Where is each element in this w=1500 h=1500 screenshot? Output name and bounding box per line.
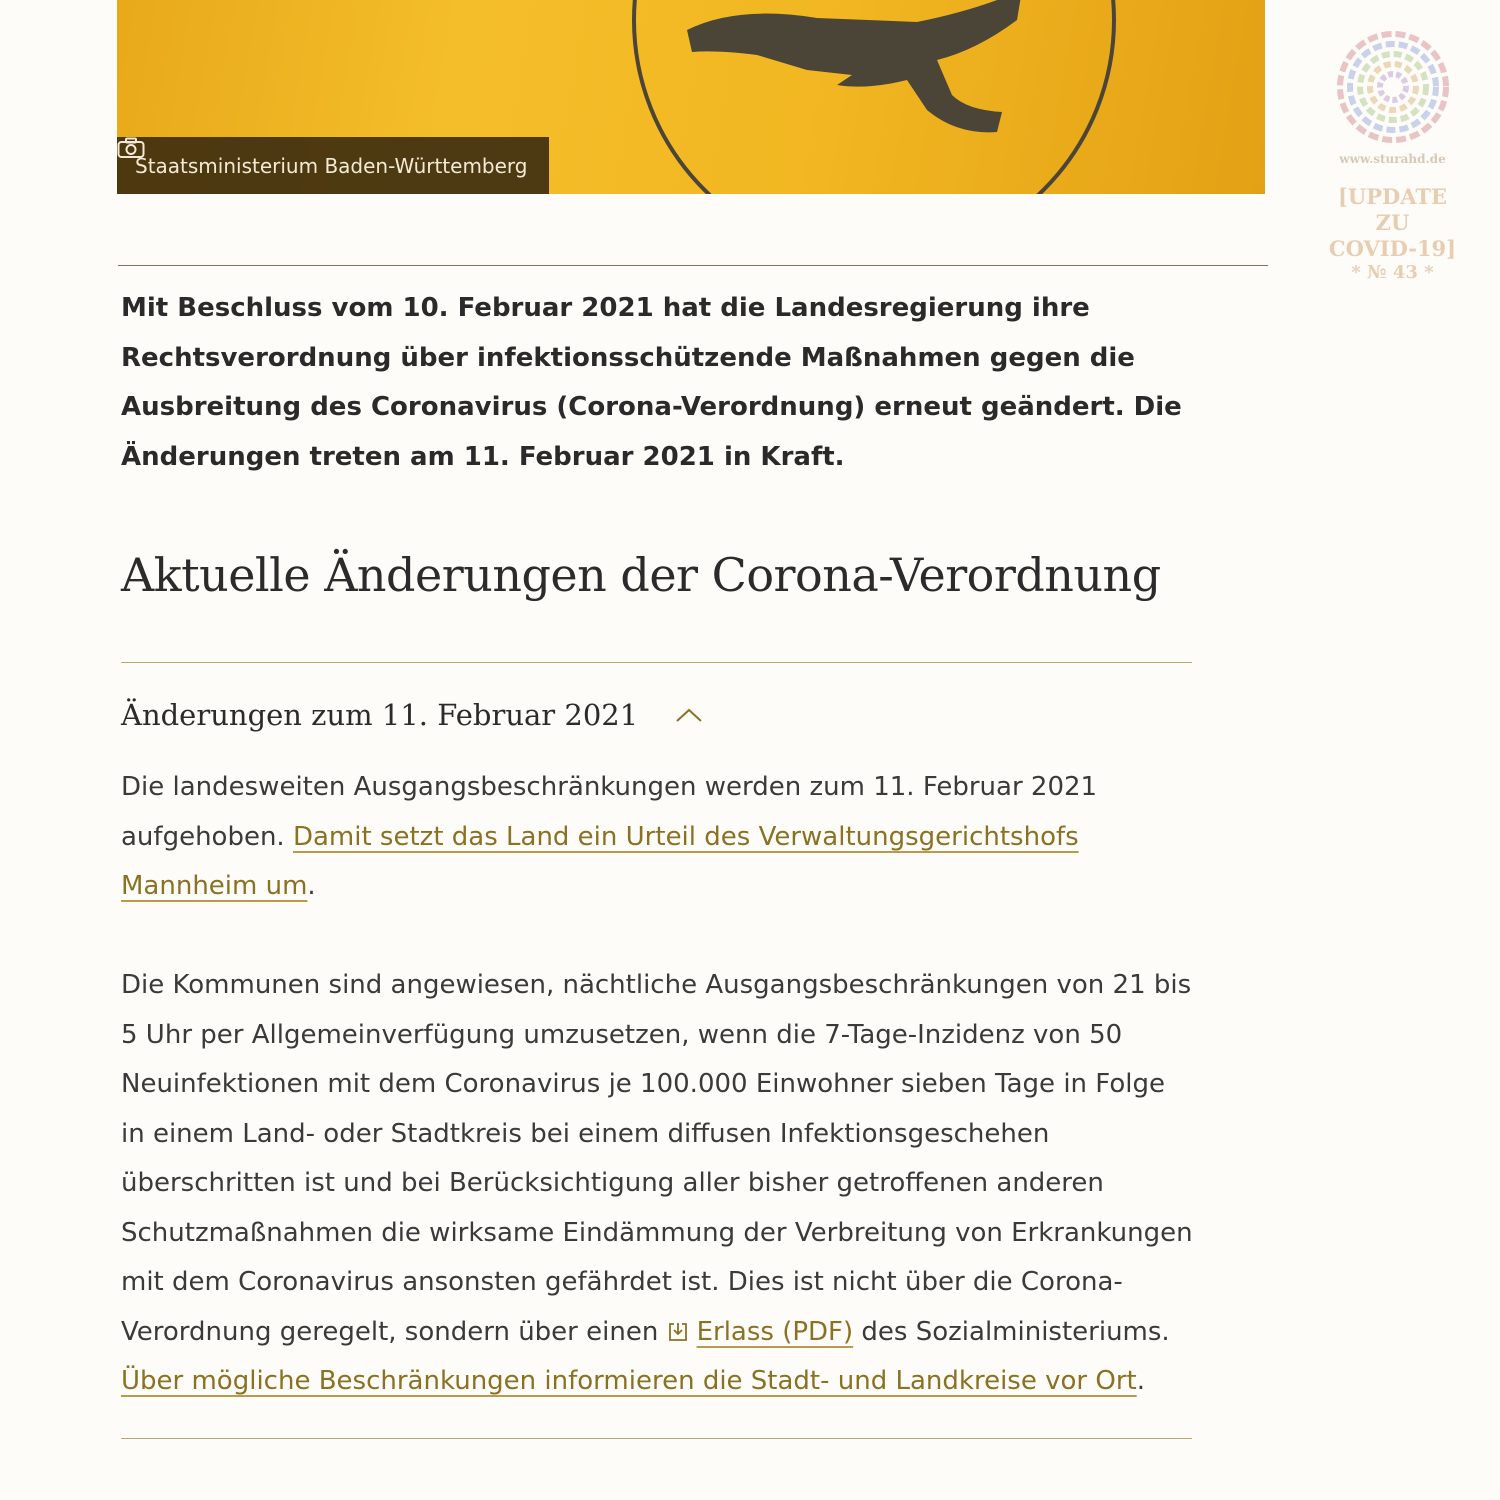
paragraph-2-text: Die Kommunen sind angewiesen, nächtliche Ausgangsbeschränkungen von 21 bis 5 Uhr per Allgemeinverfügung umzusetzen, wenn die 7-Tage-Inzidenz von 50 Neuinfektionen mit dem Coronavirus je 100.000 Einwohner sieben Tage in Folge in einem Land- oder Stadtkreis bei einem diffusen Infektionsgeschehen überschritten ist und bei Berücksichtigung aller bisher getroffenen anderen Schutzmaßnahmen die wirksame Eindämmung der Verbreitung von Erkrankungen mit dem Coronavirus ansonsten gefährdet ist. Dies ist nicht über die Corona-Verordnung geregelt, sondern über einen (121, 970, 1193, 1347)
camera-icon (117, 137, 145, 159)
vgh-urteil-link[interactable]: Damit setzt das Land ein Urteil des Verwaltungsgerichtshofs Mannheim um (121, 821, 1079, 901)
hero-image (117, 0, 1265, 194)
lead-paragraph: Mit Beschluss vom 10. Februar 2021 hat die Landesregierung ihre Rechtsverordnung über infektionsschützende Maßnahmen gegen die Ausbreitung des Coronavirus (Corona-Verordnung) erneut geändert. Die Änderungen treten am 11. Februar 2021 in Kraft. (121, 293, 1182, 472)
update-tag-line2: COVID-19] (1328, 236, 1457, 261)
divider-top (118, 265, 1268, 266)
accordion-divider-top (121, 662, 1192, 663)
chevron-up-icon (674, 705, 704, 725)
section-title: Aktuelle Änderungen der Corona-Verordnung (121, 548, 1161, 602)
accordion-paragraph-2 (121, 961, 1196, 1407)
paragraph-2-end: . (1136, 1366, 1145, 1396)
photo-credit-text: Staatsministerium Baden-Württemberg (135, 153, 528, 178)
update-tag-line1: [UPDATE ZU (1337, 184, 1448, 235)
sturahd-logo-icon (1334, 28, 1452, 146)
paragraph-1-end: . (307, 871, 316, 901)
download-icon (667, 1321, 689, 1343)
erlass-pdf-link[interactable]: Erlass (PDF) (696, 1316, 854, 1347)
accordion-toggle[interactable] (121, 690, 704, 740)
update-number: * № 43 * (1351, 262, 1434, 283)
sturahd-url[interactable]: www.sturahd.de (1339, 152, 1446, 166)
paragraph-1-text: Die landesweiten Ausgangsbeschränkungen werden zum 11. Februar 2021 aufgehoben. (121, 772, 1098, 852)
paragraph-2-mid: des Sozialministeriums. (853, 1316, 1170, 1347)
photo-credit (117, 137, 549, 194)
beschraenkungen-link[interactable]: Über mögliche Beschränkungen informieren die Stadt- und Landkreise vor Ort (121, 1366, 1137, 1396)
accordion-paragraph-1 (121, 763, 1196, 912)
sturahd-badge[interactable] (1320, 28, 1465, 284)
accordion-label: Änderungen zum 11. Februar 2021 (121, 698, 639, 732)
accordion-divider-bottom (121, 1438, 1192, 1439)
